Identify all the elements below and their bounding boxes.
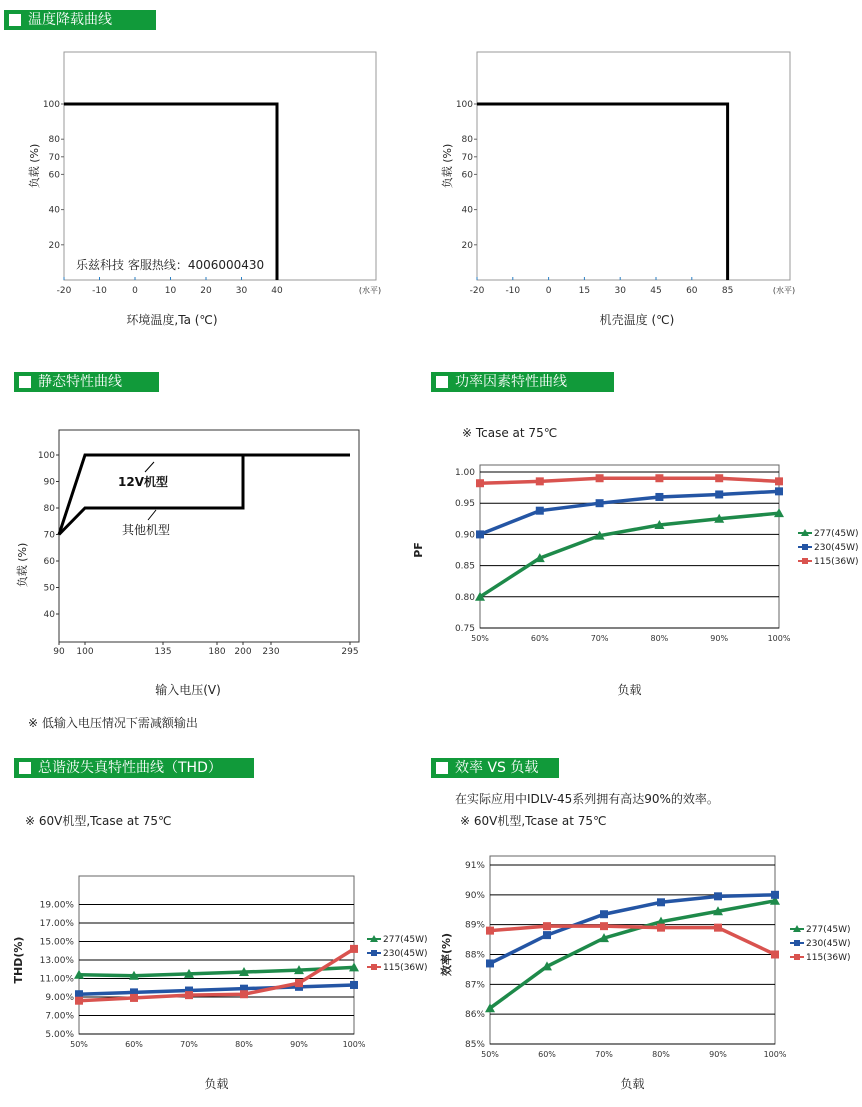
data-point-square (714, 892, 722, 900)
y-tick-label: 80 (461, 135, 473, 146)
x-tick-label: 60% (530, 634, 549, 643)
data-point-square (771, 891, 779, 899)
data-point-square (536, 477, 544, 485)
y-tick-label: 40 (48, 205, 60, 216)
y-tick-label: 100 (37, 451, 55, 461)
data-point-square (771, 951, 779, 959)
section-header-pf: 功率因素特性曲线 (431, 372, 614, 392)
section-header-derating: 温度降载曲线 (4, 10, 156, 30)
x-tick-label: 30 (235, 286, 248, 296)
legend-label: 115(36W) (383, 963, 428, 973)
x-tick-label: 40 (271, 286, 283, 296)
y-tick-label: 80 (43, 504, 55, 514)
y-tick-label: 70 (461, 152, 473, 163)
x-axis-title: 负载 (620, 1077, 645, 1091)
x-axis-title: 负载 (204, 1077, 229, 1091)
y-tick-label: 17.00% (39, 919, 74, 929)
annotation-arrow (148, 510, 156, 520)
x-axis-title: 输入电压(V) (155, 683, 221, 697)
plot-frame (59, 430, 359, 642)
section-header-static: 静态特性曲线 (14, 372, 159, 392)
data-point-square (715, 490, 723, 498)
data-point-square (476, 530, 484, 538)
contact-hotline: 乐兹科技 客服热线：4006000430 (76, 258, 265, 272)
y-tick-label: 40 (43, 610, 55, 620)
y-tick-label: 7.00% (45, 1011, 74, 1022)
y-tick-label: 20 (48, 240, 60, 251)
data-point-square (486, 959, 494, 967)
x-tick-label: 45 (650, 286, 662, 296)
y-tick-label: 89% (464, 920, 485, 931)
data-point-square (476, 479, 484, 487)
y-tick-label: 90% (464, 890, 485, 901)
static-series-line (59, 455, 350, 535)
y-tick-label: 70 (48, 152, 60, 163)
y-axis-title: 负载 (%) (16, 542, 29, 588)
x-tick-label: 60 (686, 286, 698, 296)
legend-marker (802, 544, 808, 550)
y-tick-label: 19.00% (39, 900, 74, 911)
x-tick-label: 100 (76, 647, 94, 657)
thd-condition-note: ※ 60V机型,Tcase at 75℃ (25, 814, 172, 828)
legend-label: 277(45W) (814, 529, 859, 539)
x-unit-label: (水平) (772, 286, 796, 295)
x-tick-label: 60% (538, 1050, 556, 1059)
y-tick-label: 80 (48, 135, 60, 146)
efficiency-condition-note: ※ 60V机型,Tcase at 75℃ (460, 814, 607, 828)
legend-label: 230(45W) (383, 949, 428, 959)
x-tick-label: 15 (578, 286, 591, 296)
y-tick-label: 0.90 (454, 530, 475, 541)
y-tick-label: 9.00% (45, 993, 74, 1003)
y-axis-title: 负载 (%) (28, 143, 41, 189)
x-axis-title: 机壳温度 (℃) (599, 313, 675, 327)
legend-label: 230(45W) (814, 543, 859, 553)
y-axis-title: 负载 (%) (441, 143, 454, 189)
y-tick-label: 90 (43, 477, 55, 488)
y-tick-label: 100 (42, 100, 60, 110)
annotation-12v: 12V机型 (118, 475, 168, 489)
x-tick-label: 70% (590, 634, 609, 643)
pf-condition-note: ※ Tcase at 75℃ (462, 426, 558, 440)
x-unit-label: (水平) (358, 286, 382, 295)
data-point-square (130, 994, 138, 1002)
y-tick-label: 50 (43, 583, 55, 594)
y-axis-title: THD(%) (12, 936, 25, 984)
x-tick-label: 70% (180, 1040, 198, 1049)
annotation-arrow (145, 462, 154, 472)
legend-marker (802, 558, 808, 564)
legend-marker (794, 940, 800, 946)
x-tick-label: 50% (471, 634, 489, 643)
x-tick-label: 200 (234, 647, 252, 657)
data-point-square (75, 997, 83, 1005)
x-tick-label: 20 (200, 286, 212, 296)
x-tick-label: 90% (710, 634, 729, 643)
x-tick-label: 80% (652, 1050, 670, 1059)
y-tick-label: 60 (461, 170, 473, 181)
data-point-square (655, 493, 663, 501)
data-point-square (715, 474, 723, 482)
data-point-square (600, 922, 608, 930)
section-header-efficiency: 效率 VS 负载 (431, 758, 559, 778)
data-point-square (775, 487, 783, 495)
y-tick-label: 0.95 (454, 499, 475, 510)
y-axis-title: 效率(%) (440, 932, 453, 977)
data-point-square (600, 910, 608, 918)
x-tick-label: 90% (290, 1040, 308, 1049)
y-tick-label: 86% (464, 1010, 485, 1021)
x-tick-label: 90 (53, 647, 65, 657)
data-point-square (657, 898, 665, 906)
y-tick-label: 40 (461, 205, 473, 216)
y-tick-label: 1.00 (454, 468, 475, 478)
y-tick-label: 13.00% (39, 956, 74, 966)
legend-marker (371, 964, 377, 970)
data-point-square (185, 991, 193, 999)
data-point-square (596, 474, 604, 482)
annotation-others: 其他机型 (122, 523, 171, 537)
derating-line (477, 104, 728, 280)
data-point-square (714, 924, 722, 932)
low-input-note: ※ 低输入电压情况下需减额输出 (28, 716, 198, 730)
data-point-square (350, 945, 358, 953)
y-tick-label: 100 (455, 100, 473, 110)
x-tick-label: 0 (545, 286, 552, 296)
section-header-thd: 总谐波失真特性曲线（THD） (14, 758, 254, 778)
data-point-square (240, 990, 248, 998)
y-tick-label: 5.00% (45, 1030, 74, 1040)
legend-marker (794, 954, 800, 960)
y-tick-label: 0.85 (454, 561, 475, 572)
x-tick-label: 295 (341, 647, 359, 657)
x-tick-label: 100% (342, 1040, 366, 1049)
y-tick-label: 60 (43, 557, 55, 567)
y-tick-label: 91% (464, 861, 485, 871)
x-tick-label: 85 (721, 286, 734, 296)
x-tick-label: 135 (154, 647, 172, 657)
x-tick-label: -20 (469, 286, 485, 296)
legend-label: 115(36W) (806, 953, 851, 963)
x-tick-label: 180 (208, 647, 226, 657)
legend-label: 115(36W) (814, 557, 859, 567)
plot-frame (79, 876, 354, 1034)
x-tick-label: -10 (505, 286, 521, 296)
x-tick-label: 100% (763, 1050, 787, 1059)
y-tick-label: 70 (43, 530, 55, 541)
data-point-square (350, 981, 358, 989)
derating-line (64, 104, 277, 280)
y-tick-label: 60 (48, 170, 60, 181)
y-tick-label: 20 (461, 240, 473, 251)
data-point-square (295, 979, 303, 987)
x-tick-label: 30 (614, 286, 626, 296)
y-tick-label: 0.80 (454, 592, 475, 603)
legend-label: 277(45W) (383, 935, 428, 945)
legend-label: 277(45W) (806, 925, 851, 935)
legend-marker (371, 950, 377, 956)
x-tick-label: -10 (92, 286, 107, 296)
plot-frame (64, 52, 376, 280)
x-tick-label: 70% (595, 1050, 613, 1059)
y-tick-label: 85% (464, 1040, 485, 1050)
x-tick-label: 50% (481, 1050, 499, 1059)
data-point-square (543, 922, 551, 930)
data-point-square (543, 931, 551, 939)
y-tick-label: 88% (464, 950, 485, 961)
x-axis-title: 负载 (617, 683, 642, 697)
x-axis-title: 环境温度,Ta (℃) (126, 313, 218, 327)
data-point-square (536, 507, 544, 515)
x-tick-label: 100% (767, 634, 791, 643)
plot-frame (490, 856, 775, 1044)
x-tick-label: 80% (235, 1040, 253, 1049)
x-tick-label: 50% (70, 1040, 88, 1049)
y-tick-label: 11.00% (39, 974, 74, 985)
static-series-line (59, 455, 350, 535)
y-axis-title: PF (412, 542, 425, 558)
plot-frame (477, 52, 790, 280)
efficiency-intro: 在实际应用中IDLV-45系列拥有高达90%的效率。 (455, 792, 719, 806)
x-tick-label: -20 (56, 286, 72, 296)
x-tick-label: 230 (262, 647, 280, 657)
data-point-square (775, 477, 783, 485)
data-point-square (655, 474, 663, 482)
y-tick-label: 87% (464, 980, 485, 991)
plot-frame (480, 465, 779, 628)
y-tick-label: 0.75 (454, 624, 475, 634)
x-tick-label: 10 (164, 286, 177, 296)
data-point-square (486, 927, 494, 935)
x-tick-label: 60% (125, 1040, 143, 1049)
data-point-square (657, 924, 665, 932)
x-tick-label: 90% (709, 1050, 727, 1059)
x-tick-label: 0 (132, 286, 138, 296)
data-point-square (596, 499, 604, 507)
legend-label: 230(45W) (806, 939, 851, 949)
x-tick-label: 80% (650, 634, 669, 643)
y-tick-label: 15.00% (39, 937, 74, 948)
